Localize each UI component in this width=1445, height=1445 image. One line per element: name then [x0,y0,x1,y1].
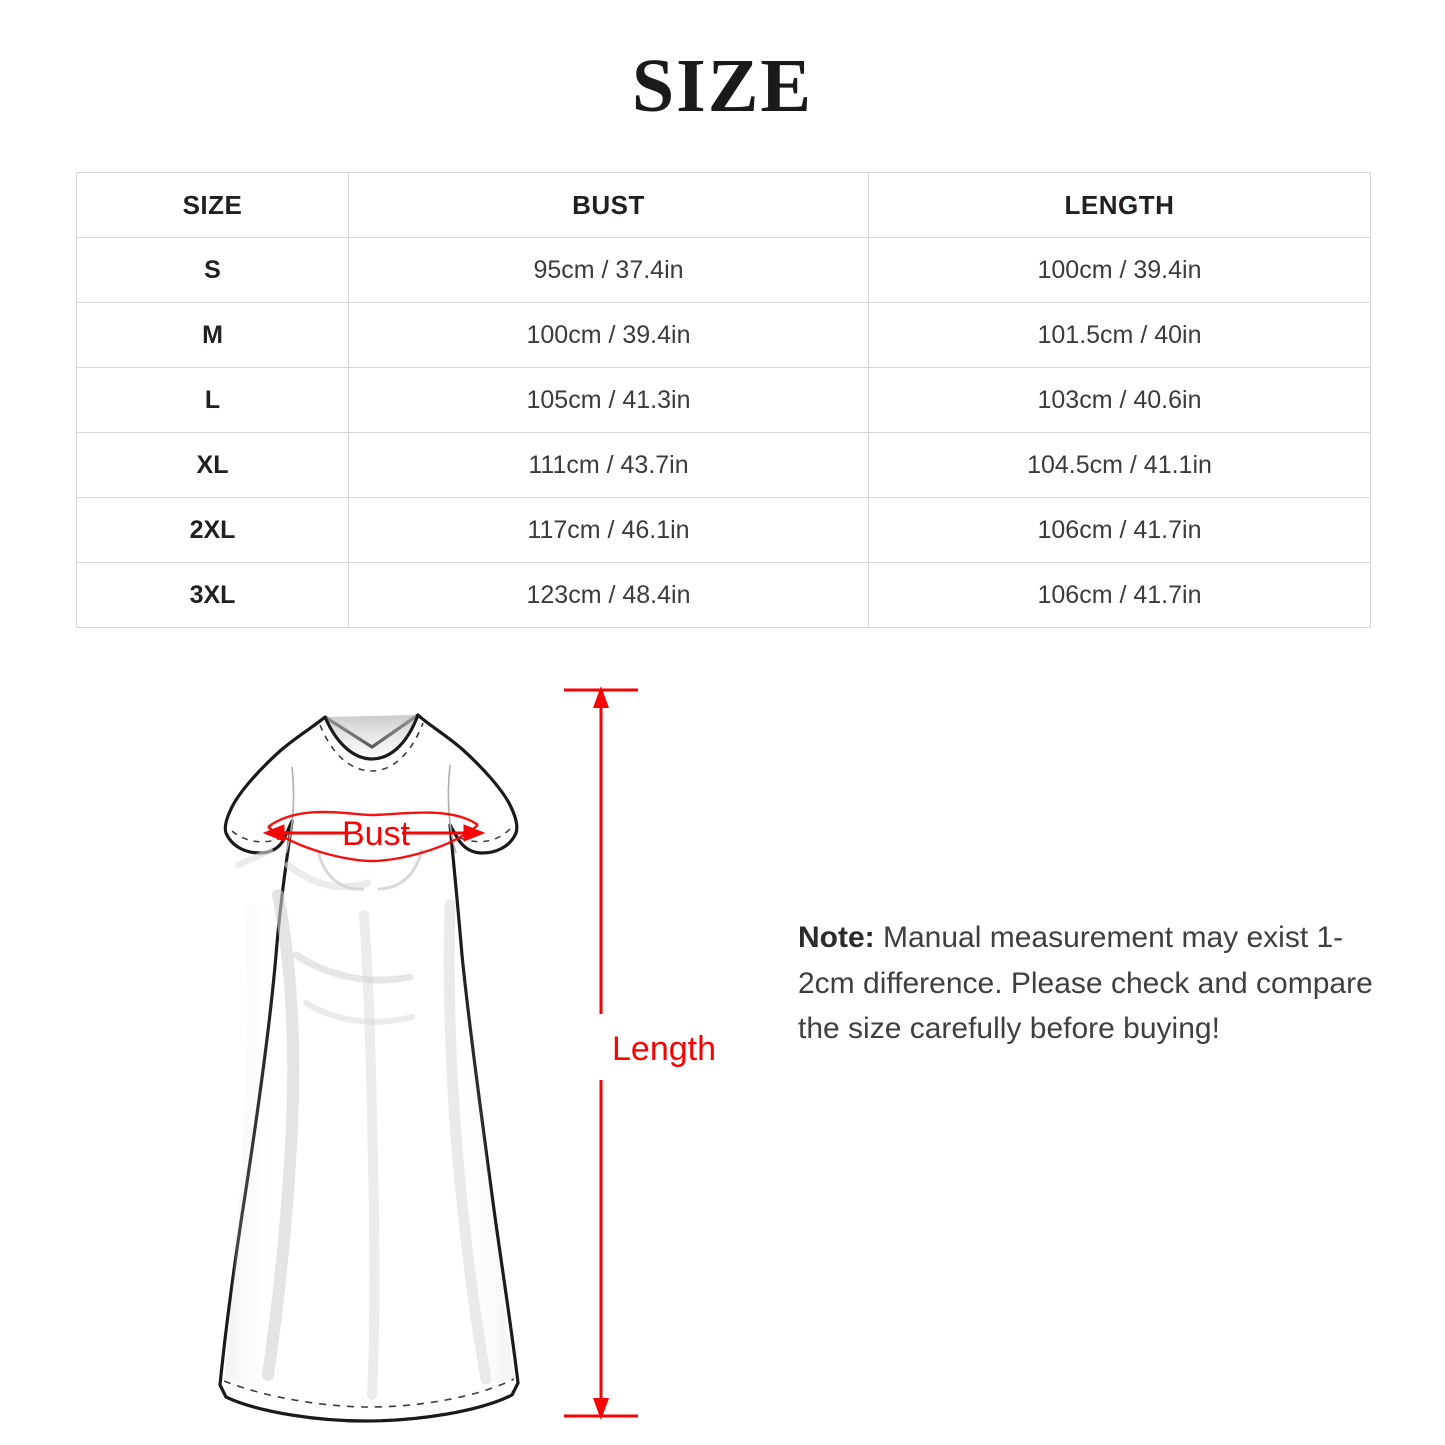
page-title: SIZE [631,44,814,128]
cell-bust: 105cm / 41.3in [349,368,869,433]
table-row [77,238,1371,303]
cell-length: 106cm / 41.7in [869,498,1371,563]
cell-size: 2XL [77,498,349,563]
cell-size: L [77,368,349,433]
cell-bust: 95cm / 37.4in [349,238,869,303]
size-chart-table [76,172,1371,628]
column-header-length: LENGTH [869,173,1371,238]
note-text [798,915,1378,1052]
length-measure-arrow [540,672,780,1434]
cell-bust: 117cm / 46.1in [349,498,869,563]
cell-length: 103cm / 40.6in [869,368,1371,433]
note-body: Manual measurement may exist 1-2cm difference. Please check and compare the size carefully before buying! [798,921,1373,1046]
cell-bust: 123cm / 48.4in [349,563,869,628]
table-header-row [77,173,1371,238]
table-row [77,433,1371,498]
cell-length: 101.5cm / 40in [869,303,1371,368]
cell-size: M [77,303,349,368]
table-row [77,303,1371,368]
table-row [77,563,1371,628]
cell-length: 100cm / 39.4in [869,238,1371,303]
cell-size: XL [77,433,349,498]
cell-bust: 111cm / 43.7in [349,433,869,498]
cell-bust: 100cm / 39.4in [349,303,869,368]
bust-label: Bust [341,815,411,853]
table-row [77,498,1371,563]
table-row [77,368,1371,433]
cell-size: S [77,238,349,303]
note-label: Note: [798,921,875,954]
cell-size: 3XL [77,563,349,628]
column-header-bust: BUST [349,173,869,238]
cell-length: 104.5cm / 41.1in [869,433,1371,498]
cell-length: 106cm / 41.7in [869,563,1371,628]
column-header-size: SIZE [77,173,349,238]
length-label: Length [612,1030,716,1068]
